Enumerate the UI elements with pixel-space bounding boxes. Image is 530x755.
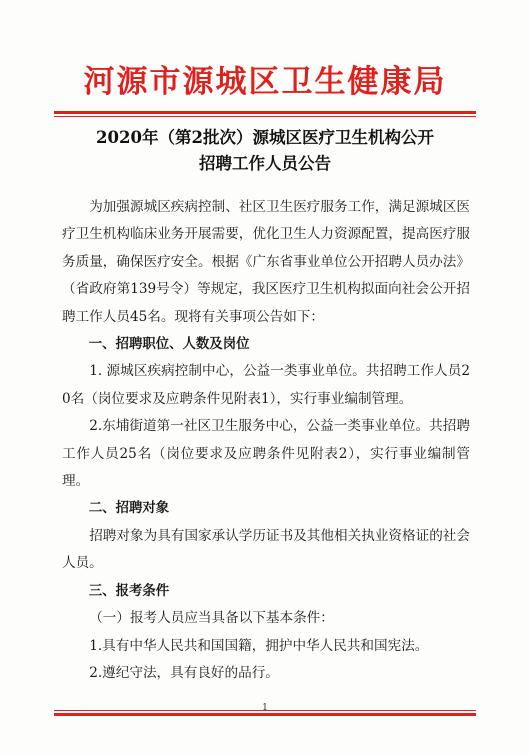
section-heading-targets: 二、招聘对象 [88,501,170,517]
targets-paragraph: 招聘对象为具有国家承认学历证书及其他相关执业资格证的社会人员。 [62,527,470,572]
document-title-line-2: 招聘工作人员公告 [199,154,331,173]
item-paragraph: 2.东埔街道第一社区卫生服务中心，公益一类事业单位。共招聘工作人员25名（岗位要求及应聘条件见附表2），实行事业编制管理。 [62,418,470,490]
red-rule-top-thin [54,116,476,117]
condition-item: 1.具有中华人民共和国国籍，拥护中华人民共和国宪法。 [89,637,429,654]
page-number: 1 [262,703,268,713]
condition-item: 2.遵纪守法，具有良好的品行。 [89,664,279,681]
section-heading-conditions: 三、报考条件 [88,583,170,599]
issuing-agency-header: 河源市源城区卫生健康局 [83,64,447,100]
red-rule-top-thick [54,111,476,114]
intro-paragraph: 为加强源城区疾病控制、社区卫生医疗服务工作，满足源城区医疗卫生机构临床业务开展需要，优化卫生人力资源配置，提高医疗服务质量，确保医疗安全。根据《广东省事业单位公开招聘人员办法》（省政府第139号令）等规定，我区医疗卫生机构拟面向社会公开招聘工作人员45名。现将有关事项公告如下： [62,199,470,325]
document-body [62,194,470,687]
conditions-intro: （一）报考人员应当具备以下基本条件： [89,610,334,627]
item-paragraph: 1. 源城区疾病控制中心，公益一类事业单位。共招聘工作人员20名（岗位要求及应聘条件见附表1），实行事业编制管理。 [62,363,470,407]
section-heading-positions: 一、招聘职位、人数及岗位 [88,337,250,353]
document-title-line-1: 2020年（第2批次）源城区医疗卫生机构公开 [96,128,434,147]
